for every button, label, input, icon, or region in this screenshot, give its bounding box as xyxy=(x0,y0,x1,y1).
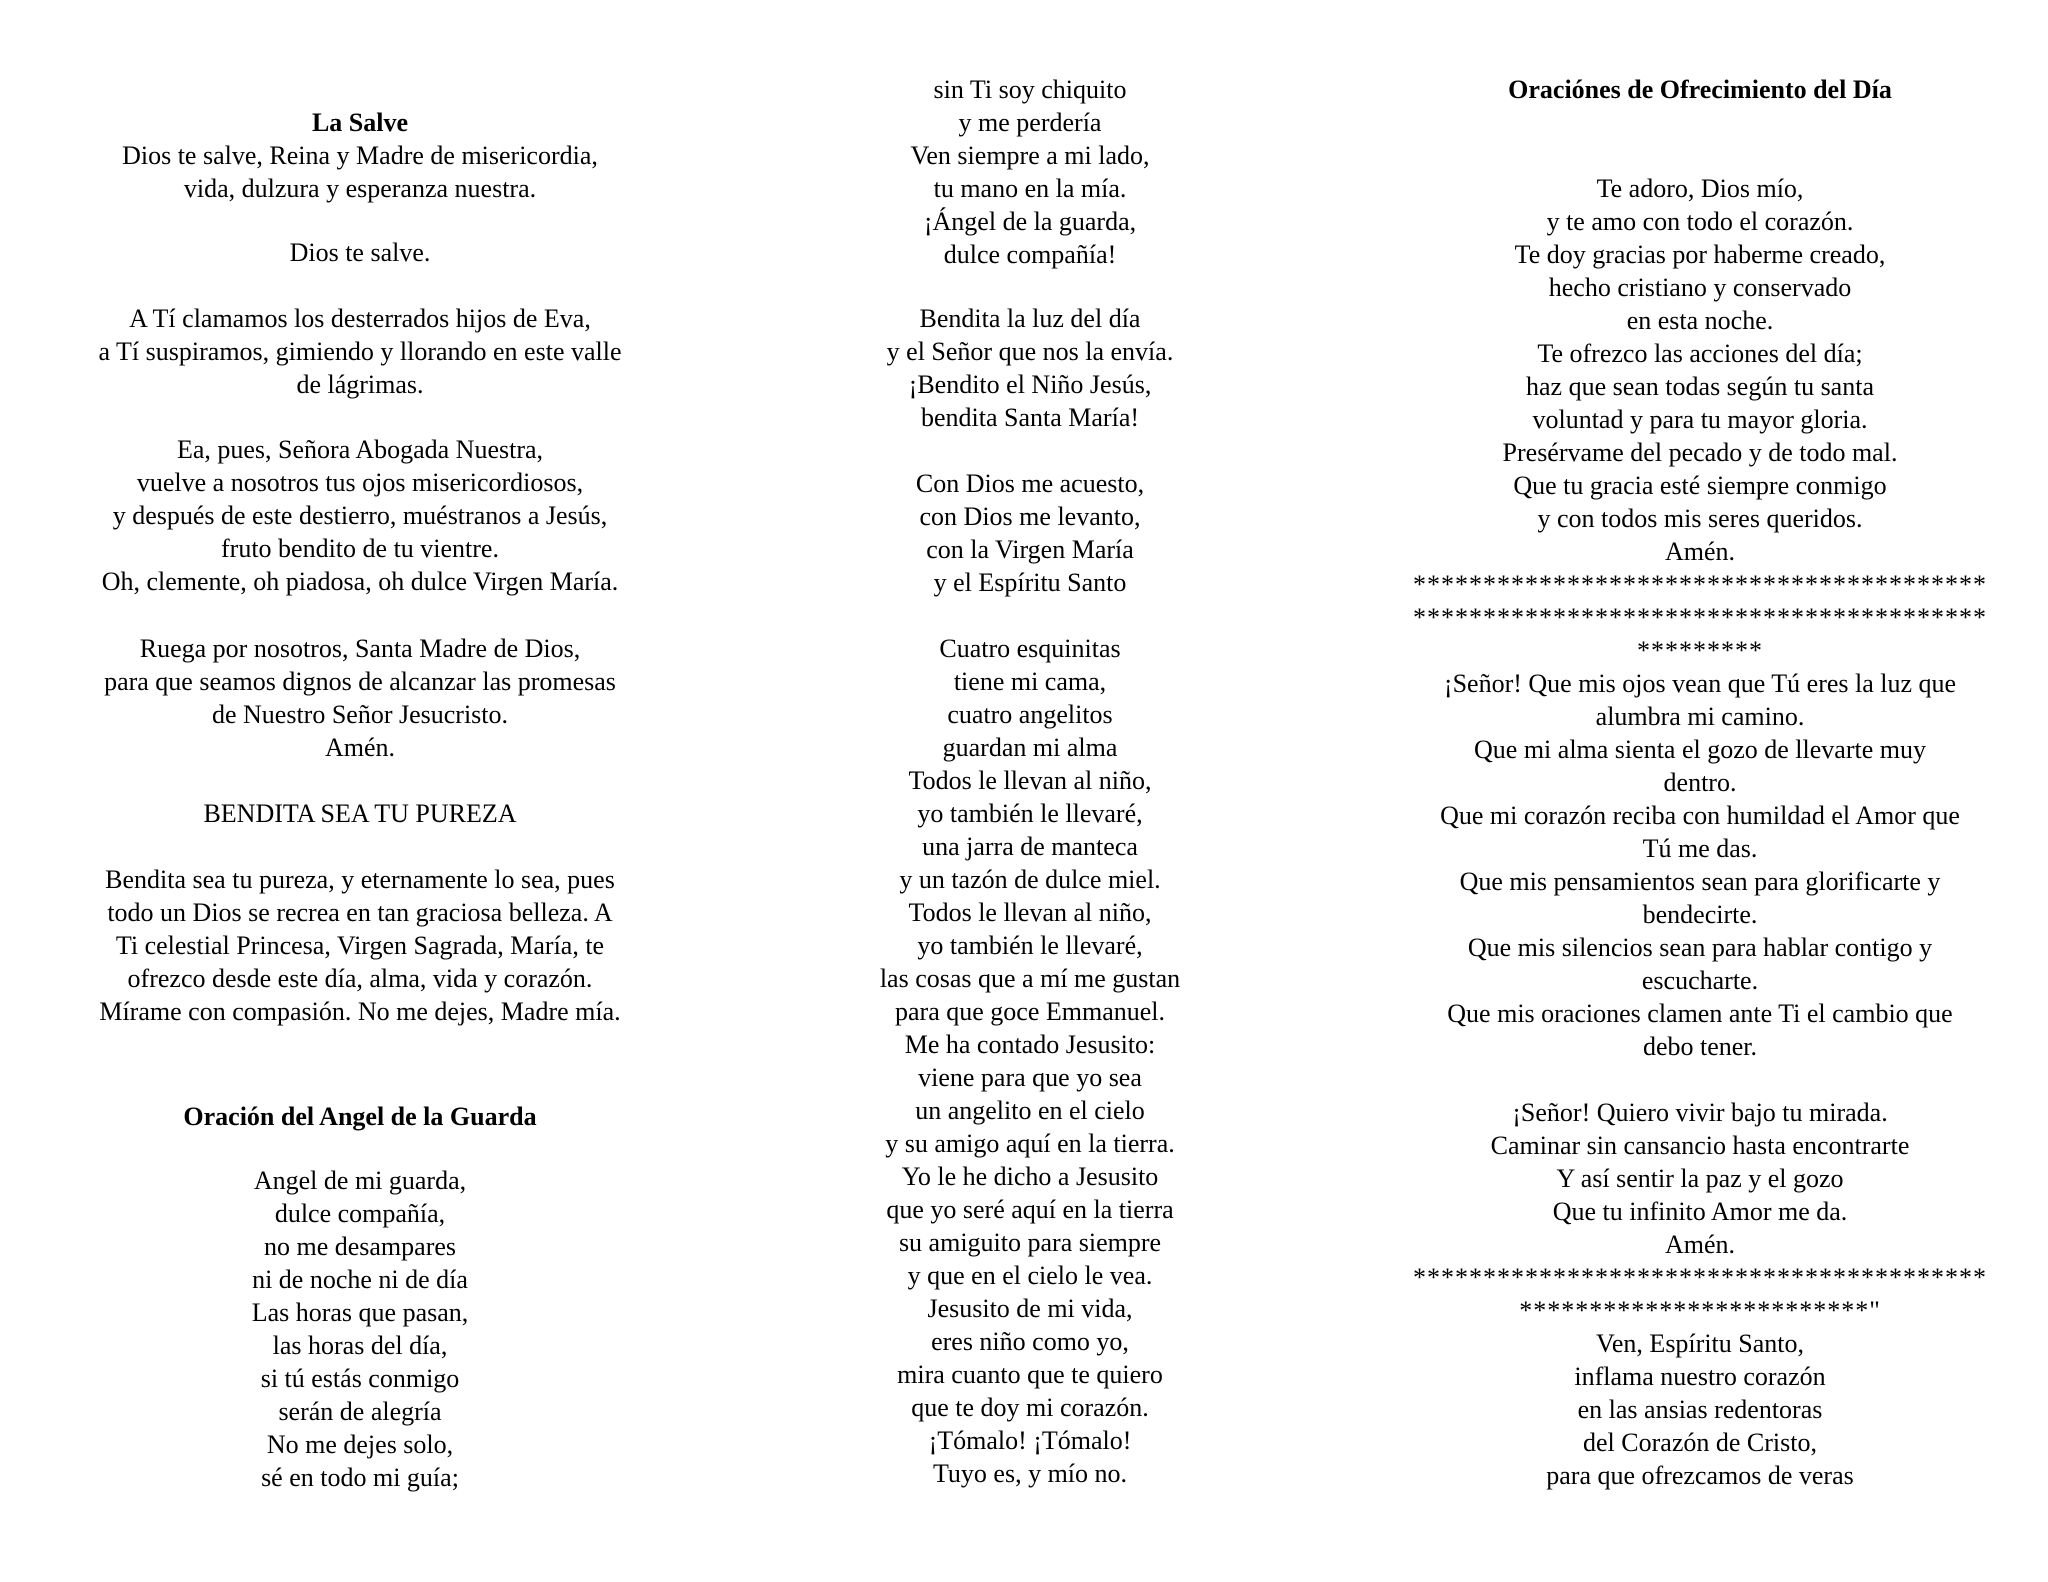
text-line: y el Señor que nos la envía. xyxy=(886,337,1174,366)
text-line: serán de alegría xyxy=(278,1397,442,1426)
text-line: de lágrimas. xyxy=(296,370,424,399)
separator-1 xyxy=(1385,568,2015,667)
text-line: haz que sean todas según tu santa xyxy=(1525,372,1874,401)
text-line: y el Espíritu Santo xyxy=(933,568,1127,597)
text-line: inflama nuestro corazón xyxy=(1574,1362,1826,1391)
text-line: Ruega por nosotros, Santa Madre de Dios, xyxy=(139,634,581,663)
text-line: Te doy gracias por haberme creado, xyxy=(1514,240,1886,269)
angel-prayer-continued xyxy=(720,73,1340,271)
text-line: A Tí clamamos los desterrados hijos de Eva, xyxy=(129,304,591,333)
angel-title-block xyxy=(50,1100,670,1133)
text-line: que te doy mi corazón. xyxy=(911,1393,1149,1422)
text-line: Todos le llevan al niño, xyxy=(908,766,1152,795)
text-line: escucharte. xyxy=(1641,966,1759,995)
ven-espiritu-prayer xyxy=(1385,1327,2015,1492)
text-line: Que mi corazón reciba con humildad el Amor que xyxy=(1440,801,1960,830)
text-line: tu mano en la mía. xyxy=(933,174,1127,203)
text-line: vida, dulzura y esperanza nuestra. xyxy=(183,174,537,203)
text-line: ¡Señor! Que mis ojos vean que Tú eres la luz que xyxy=(1443,669,1957,698)
text-line: viene para que yo sea xyxy=(918,1063,1142,1092)
text-line: yo también le llevaré, xyxy=(917,931,1143,960)
text-line: del Corazón de Cristo, xyxy=(1583,1428,1817,1457)
text-line: Bendita sea tu pureza, y eternamente lo sea, pues xyxy=(105,865,615,894)
text-line: para que ofrezcamos de veras xyxy=(1546,1461,1854,1490)
salve-paragraph-4 xyxy=(50,433,670,598)
text-line: Todos le llevan al niño, xyxy=(908,898,1152,927)
text-line: para que goce Emmanuel. xyxy=(895,997,1165,1026)
text-line: Te adoro, Dios mío, xyxy=(1596,174,1804,203)
pureza-paragraph xyxy=(50,863,670,1028)
text-line: Que mis pensamientos sean para glorificarte y xyxy=(1459,867,1941,896)
text-line: fruto bendito de tu vientre. xyxy=(221,534,499,563)
con-dios-prayer xyxy=(720,467,1340,599)
pureza-title: BENDITA SEA TU PUREZA xyxy=(203,799,517,828)
text-line: mira cuanto que te quiero xyxy=(897,1360,1163,1389)
text-line: Amén. xyxy=(324,733,396,762)
text-line: y un tazón de dulce miel. xyxy=(899,865,1161,894)
text-line: Amén. xyxy=(1664,537,1736,566)
text-line: una jarra de manteca xyxy=(922,832,1138,861)
text-line: Que tu infinito Amor me da. xyxy=(1552,1197,1848,1226)
text-line: bendita Santa María! xyxy=(920,403,1140,432)
text-line: y te amo con todo el corazón. xyxy=(1546,207,1854,236)
text-line: ¡Bendito el Niño Jesús, xyxy=(908,370,1152,399)
text-line: Amén. xyxy=(1664,1230,1736,1259)
text-line: sé en todo mi guía; xyxy=(261,1463,459,1492)
text-line: vuelve a nosotros tus ojos misericordiosos, xyxy=(136,468,584,497)
text-line: que yo seré aquí en la tierra xyxy=(886,1195,1174,1224)
cuatro-esquinitas-prayer xyxy=(720,632,1340,1490)
bendita-luz-prayer xyxy=(720,302,1340,434)
text-line: *************************" xyxy=(1519,1296,1881,1325)
salve-paragraph-3 xyxy=(50,302,670,401)
text-line: Tú me das. xyxy=(1642,834,1758,863)
text-line: Oh, clemente, oh piadosa, oh dulce Virgen María. xyxy=(101,567,619,596)
salve-paragraph-2 xyxy=(50,236,670,269)
text-line: y su amigo aquí en la tierra. xyxy=(885,1129,1175,1158)
text-line: y con todos mis seres queridos. xyxy=(1537,504,1863,533)
text-line: cuatro angelitos xyxy=(947,700,1113,729)
salve-paragraph-1 xyxy=(50,139,670,205)
text-line: guardan mi alma xyxy=(942,733,1118,762)
text-line: no me desampares xyxy=(263,1232,457,1261)
text-line: tiene mi cama, xyxy=(953,667,1107,696)
text-line: bendecirte. xyxy=(1642,900,1758,929)
angel-prayer xyxy=(50,1164,670,1494)
text-line: hecho cristiano y conservado xyxy=(1548,273,1852,302)
text-line: dulce compañía! xyxy=(943,240,1117,269)
text-line: Con Dios me acuesto, xyxy=(915,469,1145,498)
text-line: ***************************************** xyxy=(1413,1263,1987,1292)
text-line: todo un Dios se recrea en tan graciosa belleza. A xyxy=(107,898,613,927)
text-line: Te ofrezco las acciones del día; xyxy=(1537,339,1863,368)
text-line: y me perdería xyxy=(958,108,1102,137)
text-line: Y así sentir la paz y el gozo xyxy=(1556,1164,1844,1193)
text-line: su amiguito para siempre xyxy=(898,1228,1162,1257)
text-line: para que seamos dignos de alcanzar las promesas xyxy=(104,667,616,696)
text-line: a Tí suspiramos, gimiendo y llorando en este valle xyxy=(98,337,622,366)
text-line: Que tu gracia esté siempre conmigo xyxy=(1513,471,1887,500)
text-line: Jesusito de mi vida, xyxy=(927,1294,1133,1323)
text-line: Caminar sin cansancio hasta encontrarte xyxy=(1490,1131,1910,1160)
text-line: Ti celestial Princesa, Virgen Sagrada, María, te xyxy=(115,931,605,960)
text-line: sin Ti soy chiquito xyxy=(933,75,1127,104)
text-line: Ven, Espíritu Santo, xyxy=(1596,1329,1804,1358)
separator-2 xyxy=(1385,1261,2015,1327)
text-line: Cuatro esquinitas xyxy=(939,634,1121,663)
text-line: ***************************************** xyxy=(1413,603,1987,632)
pureza-title-block xyxy=(50,797,670,830)
text-line: Ven siempre a mi lado, xyxy=(910,141,1150,170)
text-line: las cosas que a mí me gustan xyxy=(879,964,1181,993)
text-line: Ea, pues, Señora Abogada Nuestra, xyxy=(176,435,544,464)
text-line: dulce compañía, xyxy=(274,1199,446,1228)
senor-ojos-prayer xyxy=(1385,667,2015,1063)
text-line: Que mis silencios sean para hablar contigo y xyxy=(1467,933,1933,962)
salve-paragraph-5 xyxy=(50,632,670,764)
text-line: dentro. xyxy=(1663,768,1737,797)
text-line: Presérvame del pecado y de todo mal. xyxy=(1502,438,1898,467)
text-line: un angelito en el cielo xyxy=(915,1096,1145,1125)
text-line: ¡Ángel de la guarda, xyxy=(923,207,1137,236)
text-line: ni de noche ni de día xyxy=(252,1265,468,1294)
text-line: Que mis oraciones clamen ante Ti el cambio que xyxy=(1447,999,1953,1028)
text-line: Me ha contado Jesusito: xyxy=(904,1030,1156,1059)
text-line: ofrezco desde este día, alma, vida y corazón. xyxy=(127,964,593,993)
text-line: las horas del día, xyxy=(272,1331,448,1360)
salve-title-block xyxy=(50,106,670,139)
text-line: ¡Señor! Quiero vivir bajo tu mirada. xyxy=(1512,1098,1888,1127)
text-line: de Nuestro Señor Jesucristo. xyxy=(211,700,509,729)
text-line: Yo le he dicho a Jesusito xyxy=(901,1162,1159,1191)
angel-title: Oración del Angel de la Guarda xyxy=(183,1102,537,1131)
text-line: Las horas que pasan, xyxy=(251,1298,469,1327)
ofrecimiento-title: Oraciónes de Ofrecimiento del Día xyxy=(1508,75,1892,104)
text-line: ¡Tómalo! ¡Tómalo! xyxy=(928,1426,1132,1455)
text-line: alumbra mi camino. xyxy=(1595,702,1805,731)
te-adoro-prayer xyxy=(1385,172,2015,568)
text-line: Mírame con compasión. No me dejes, Madre mía. xyxy=(99,997,621,1026)
text-line: en esta noche. xyxy=(1626,306,1774,335)
text-line: Tuyo es, y mío no. xyxy=(932,1459,1128,1488)
text-line: y que en el cielo le vea. xyxy=(907,1261,1153,1290)
text-line: en las ansias redentoras xyxy=(1577,1395,1823,1424)
text-line: y después de este destierro, muéstranos a Jesús, xyxy=(112,501,608,530)
text-line: ********* xyxy=(1637,636,1763,665)
text-line: voluntad y para tu mayor gloria. xyxy=(1532,405,1868,434)
senor-mirada-prayer xyxy=(1385,1096,2015,1261)
text-line: Que mi alma sienta el gozo de llevarte muy xyxy=(1474,735,1926,764)
text-line: Angel de mi guarda, xyxy=(253,1166,467,1195)
ofrecimiento-title-block xyxy=(1385,73,2015,106)
text-line: eres niño como yo, xyxy=(931,1327,1129,1356)
text-line: Bendita la luz del día xyxy=(919,304,1141,333)
text-line: si tú estás conmigo xyxy=(260,1364,460,1393)
text-line: Dios te salve, Reina y Madre de misericordia, xyxy=(122,141,598,170)
salve-title: La Salve xyxy=(311,108,409,137)
text-line: yo también le llevaré, xyxy=(917,799,1143,828)
text-line: con Dios me levanto, xyxy=(919,502,1141,531)
text-line: No me dejes solo, xyxy=(266,1430,454,1459)
text-line: Dios te salve. xyxy=(289,238,431,267)
text-line: con la Virgen María xyxy=(926,535,1134,564)
text-line: ***************************************** xyxy=(1413,570,1987,599)
text-line: debo tener. xyxy=(1642,1032,1758,1061)
